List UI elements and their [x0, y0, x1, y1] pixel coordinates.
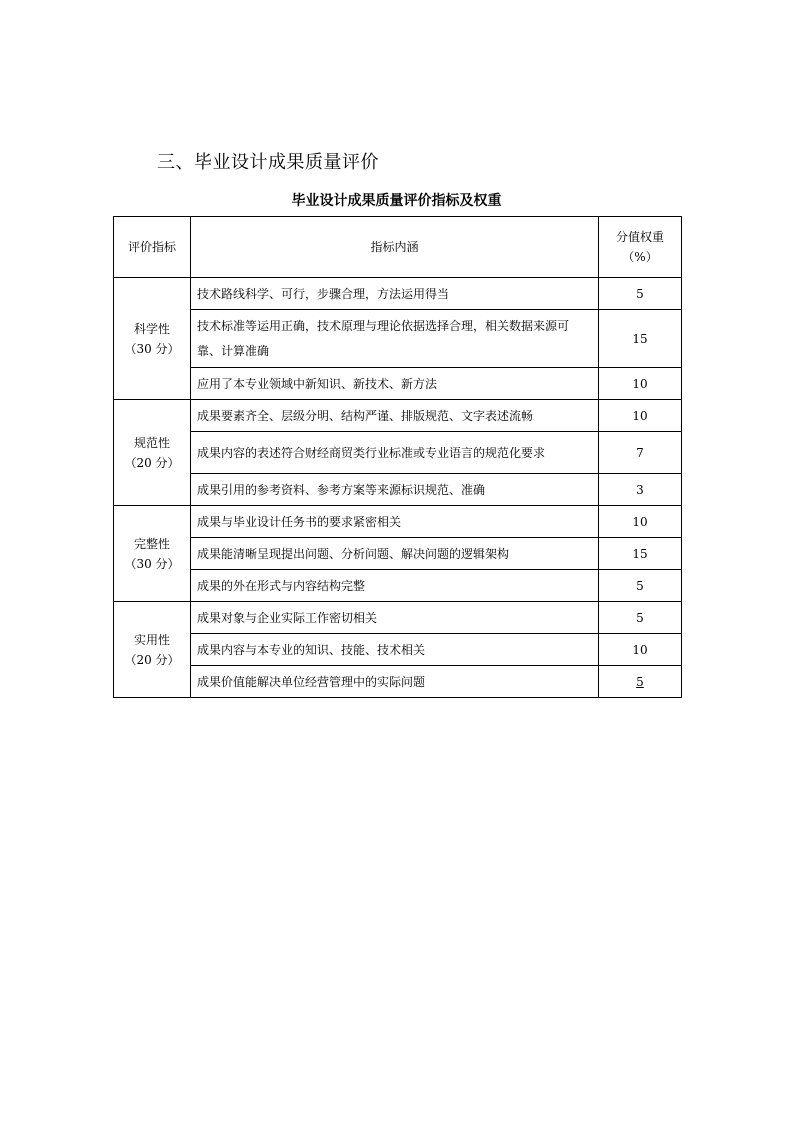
criterion-weight: 10: [599, 400, 682, 432]
category-cell: [114, 506, 191, 602]
table-row: [114, 634, 682, 666]
criterion-weight: 15: [599, 310, 682, 368]
category-name: 实用性: [133, 632, 170, 647]
criterion-content: 技术路线科学、可行，步骤合理，方法运用得当: [191, 278, 599, 310]
header-weight: [599, 217, 682, 278]
table-row: [114, 310, 682, 368]
header-content: 指标内涵: [191, 217, 599, 278]
category-points: （30 分）: [124, 341, 180, 356]
category-cell: [114, 602, 191, 698]
criterion-content: 成果内容与本专业的知识、技能、技术相关: [191, 634, 599, 666]
criterion-weight: 5: [599, 278, 682, 310]
category-points: （20 分）: [124, 652, 180, 667]
criterion-weight: 5: [599, 602, 682, 634]
category-points: （20 分）: [124, 455, 180, 470]
category-points: （30 分）: [124, 556, 180, 571]
category-name: 完整性: [133, 536, 170, 551]
category-cell: [114, 400, 191, 506]
criterion-content: 成果对象与企业实际工作密切相关: [191, 602, 599, 634]
table-row: [114, 666, 682, 698]
table-row: [114, 602, 682, 634]
criterion-weight: 3: [599, 474, 682, 506]
criterion-weight: 15: [599, 538, 682, 570]
criterion-weight: 10: [599, 634, 682, 666]
criterion-weight: 7: [599, 432, 682, 474]
criterion-content: 成果与毕业设计任务书的要求紧密相关: [191, 506, 599, 538]
category-cell: [114, 278, 191, 400]
criterion-weight: 10: [599, 368, 682, 400]
criterion-weight: [599, 666, 682, 698]
table-row: [114, 474, 682, 506]
category-name: 科学性: [133, 321, 170, 336]
table-row: [114, 538, 682, 570]
table-row: [114, 368, 682, 400]
table-title: 毕业设计成果质量评价指标及权重: [291, 193, 502, 209]
table-header-row: [114, 217, 682, 278]
table-row: [114, 400, 682, 432]
criterion-content: 成果能清晰呈现提出问题、分析问题、解决问题的逻辑架构: [191, 538, 599, 570]
table-row: [114, 278, 682, 310]
table-row: [114, 506, 682, 538]
evaluation-table: [113, 216, 682, 698]
criterion-weight: 10: [599, 506, 682, 538]
table-row: [114, 570, 682, 602]
header-weight-line1: 分值权重: [615, 230, 664, 244]
section-heading: 三、毕业设计成果质量评价: [157, 152, 379, 173]
criterion-weight-value: 5: [636, 674, 644, 689]
header-category: 评价指标: [114, 217, 191, 278]
criterion-content: 成果的外在形式与内容结构完整: [191, 570, 599, 602]
criterion-content: 技术标准等运用正确，技术原理与理论依据选择合理，相关数据来源可靠、计算准确: [191, 310, 599, 368]
table-row: [114, 432, 682, 474]
criterion-content: 成果引用的参考资料、参考方案等来源标识规范、准确: [191, 474, 599, 506]
criterion-content: 成果价值能解决单位经营管理中的实际问题: [191, 666, 599, 698]
category-name: 规范性: [133, 435, 170, 450]
header-weight-line2: （%）: [622, 250, 658, 264]
criterion-weight: 5: [599, 570, 682, 602]
criterion-content: 应用了本专业领域中新知识、新技术、新方法: [191, 368, 599, 400]
criterion-content: 成果内容的表述符合财经商贸类行业标准或专业语言的规范化要求: [191, 432, 599, 474]
criterion-content: 成果要素齐全、层级分明、结构严谨、排版规范、文字表述流畅: [191, 400, 599, 432]
